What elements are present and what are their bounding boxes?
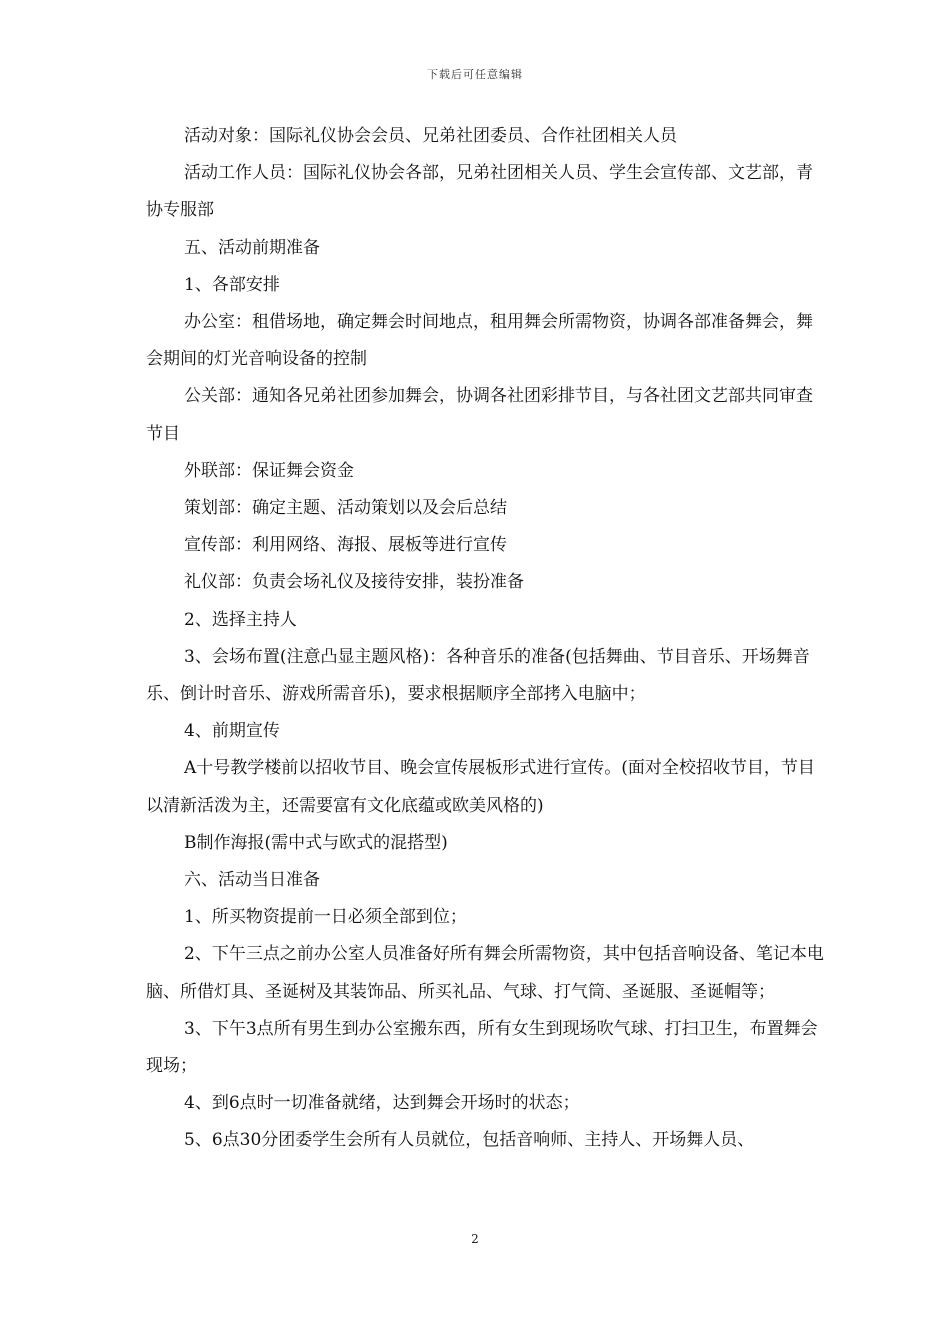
section-heading: 五、活动前期准备: [184, 237, 320, 258]
paragraph: 3、会场布置(注意凸显主题风格)：各种音乐的准备(包括舞曲、节目音乐、开场舞音乐、倒计时音乐、游戏所需音乐)，要求根据顺序全部拷入电脑中；: [146, 646, 810, 705]
paragraph: 外联部：保证舞会资金: [184, 460, 354, 481]
paragraph: 礼仪部：负责会场礼仪及接待安排，装扮准备: [184, 572, 524, 593]
paragraph: 宣传部：利用网络、海报、展板等进行宣传: [184, 535, 507, 556]
paragraph: B制作海报(需中式与欧式的混搭型): [184, 832, 448, 853]
paragraph: 活动对象：国际礼仪协会会员、兄弟社团委员、合作社团相关人员: [184, 126, 677, 146]
page-number: 2: [471, 1232, 479, 1246]
paragraph: 公关部：通知各兄弟社团参加舞会，协调各社团彩排节目，与各社团文艺部共同审查节目: [146, 386, 813, 444]
section-heading: 六、活动当日准备: [184, 870, 320, 891]
document-body: [146, 118, 826, 1160]
paragraph: 策划部：确定主题、活动策划以及会后总结: [184, 498, 507, 519]
subsection-heading: 4、前期宣传: [184, 721, 280, 742]
paragraph: 2、下午三点之前办公室人员准备好所有舞会所需物资，其中包括音响设备、笔记本电脑、所借灯具、圣诞树及其装饰品、所买礼品、气球、打气筒、圣诞服、圣诞帽等；: [146, 944, 824, 1002]
paragraph: 1、所买物资提前一日必须全部到位；: [184, 907, 467, 928]
page-header: 下载后可任意编辑: [427, 68, 523, 81]
paragraph: 办公室：租借场地，确定舞会时间地点，租用舞会所需物资，协调各部准备舞会，舞会期间的灯光音响设备的控制: [146, 312, 813, 370]
paragraph: 4、到6点时一切准备就绪，达到舞会开场时的状态；: [184, 1093, 580, 1114]
paragraph: 活动工作人员：国际礼仪协会各部，兄弟社团相关人员、学生会宣传部、文艺部，青协专服部: [146, 163, 813, 221]
subsection-heading: 2、选择主持人: [184, 609, 297, 630]
paragraph: 5、6点30分团委学生会所有人员就位，包括音响师、主持人、开场舞人员、: [184, 1130, 755, 1151]
paragraph: A十号教学楼前以招收节目、晚会宣传展板形式进行宣传。(面对全校招收节目，节目以清新活泼为主，还需要富有文化底蕴或欧美风格的): [146, 758, 815, 816]
paragraph: 3、下午3点所有男生到办公室搬东西，所有女生到现场吹气球、打扫卫生，布置舞会现场；: [146, 1018, 818, 1077]
subsection-heading: 1、各部安排: [184, 274, 280, 295]
